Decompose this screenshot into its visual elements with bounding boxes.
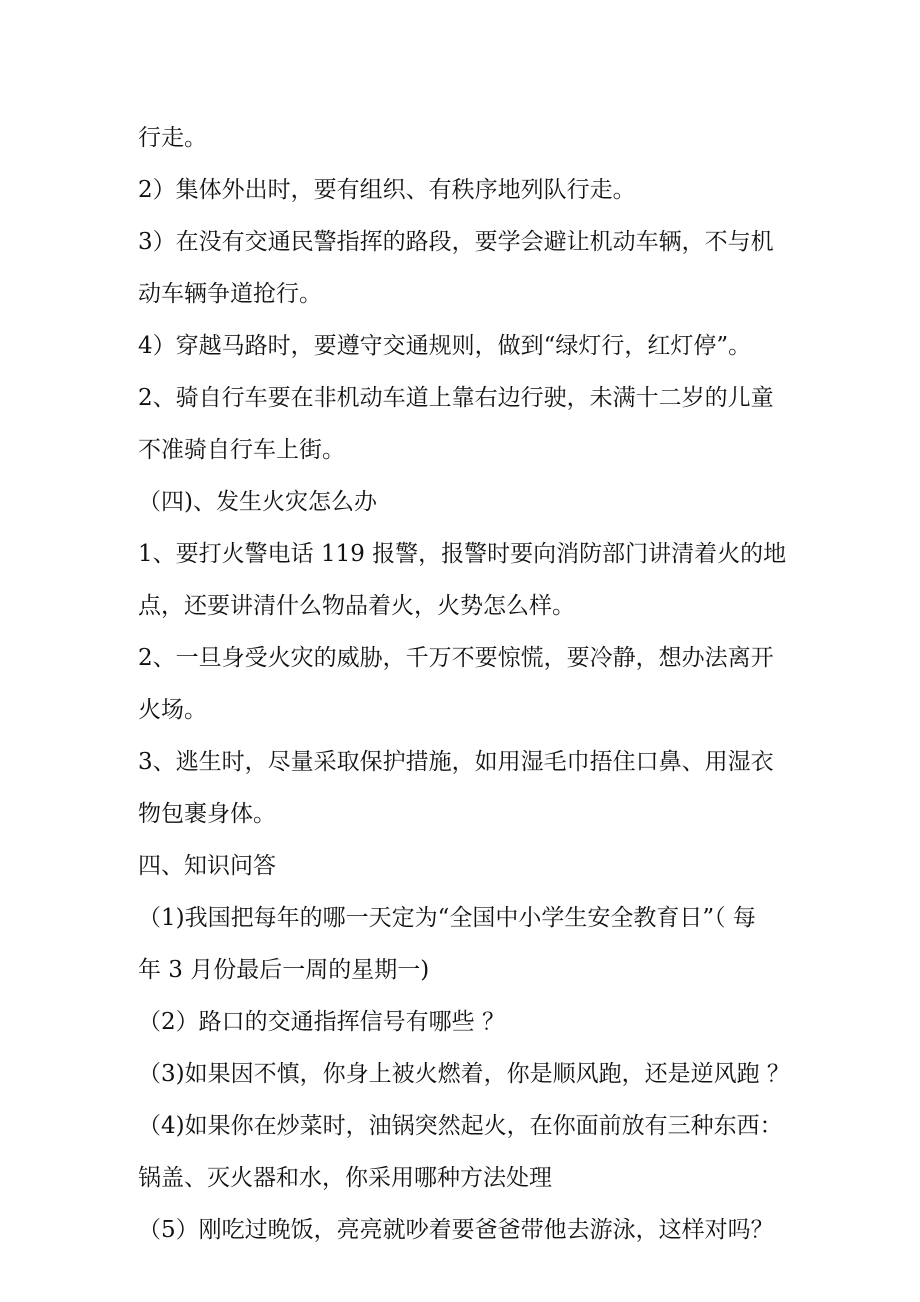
section-heading-fire: （四)、发生火灾怎么办: [138, 489, 377, 515]
quiz-question-3: （3)如果因不慎，你身上被火燃着，你是顺风跑，还是逆风跑 ？: [138, 1061, 790, 1087]
text-line-rule-3: 3）在没有交通民警指挥的路段，要学会避让机动车辆，不与机: [138, 229, 774, 255]
text-line-fire-1: 1、要打火警电话 119 报警，报警时要向消防部门讲清着火的地: [138, 541, 787, 567]
quiz-question-4-cont: 锅盖、灭火器和水，你采用哪种方法处理: [138, 1165, 552, 1191]
quiz-question-4: （4)如果你在炒菜时，油锅突然起火，在你面前放有三种东西：: [138, 1113, 783, 1139]
text-line-fire-2-cont: 火场。: [138, 697, 207, 723]
text-line-fire-2: 2、一旦身受火灾的威胁，千万不要惊慌，要冷静，想办法离开: [138, 645, 774, 671]
text-line-rule-3-cont: 动车辆争道抢行。: [138, 281, 322, 307]
text-line-fire-3-cont: 物包裹身体。: [138, 801, 276, 827]
quiz-question-5: （5）刚吃过晚饭，亮亮就吵着要爸爸带他去游泳，这样对吗？: [138, 1217, 774, 1243]
section-heading-quiz: 四、知识问答: [138, 853, 276, 879]
text-line-rule-2: 2）集体外出时，要有组织、有秩序地列队行走。: [138, 177, 636, 203]
text-line-fire-3: 3、逃生时，尽量采取保护措施，如用湿毛巾捂住口鼻、用湿衣: [138, 749, 774, 775]
text-line-continuation: 行走。: [138, 125, 207, 151]
text-line-fire-1-cont: 点，还要讲清什么物品着火，火势怎么样。: [138, 593, 575, 619]
quiz-question-2: （2）路口的交通指挥信号有哪些 ？: [138, 1009, 505, 1035]
document-body: [138, 112, 798, 1256]
text-line-bicycle-rule: 2、骑自行车要在非机动车道上靠右边行驶，未满十二岁的儿童: [138, 385, 774, 411]
quiz-question-1: （1)我国把每年的哪一天定为“全国中小学生安全教育日”（ 每: [138, 905, 756, 931]
quiz-question-1-cont: 年 3 月份最后一周的星期一): [138, 957, 430, 983]
text-line-bicycle-rule-cont: 不准骑自行车上街。: [138, 437, 345, 463]
text-line-rule-4: 4）穿越马路时，要遵守交通规则，做到“绿灯行，红灯停”。: [138, 333, 752, 359]
